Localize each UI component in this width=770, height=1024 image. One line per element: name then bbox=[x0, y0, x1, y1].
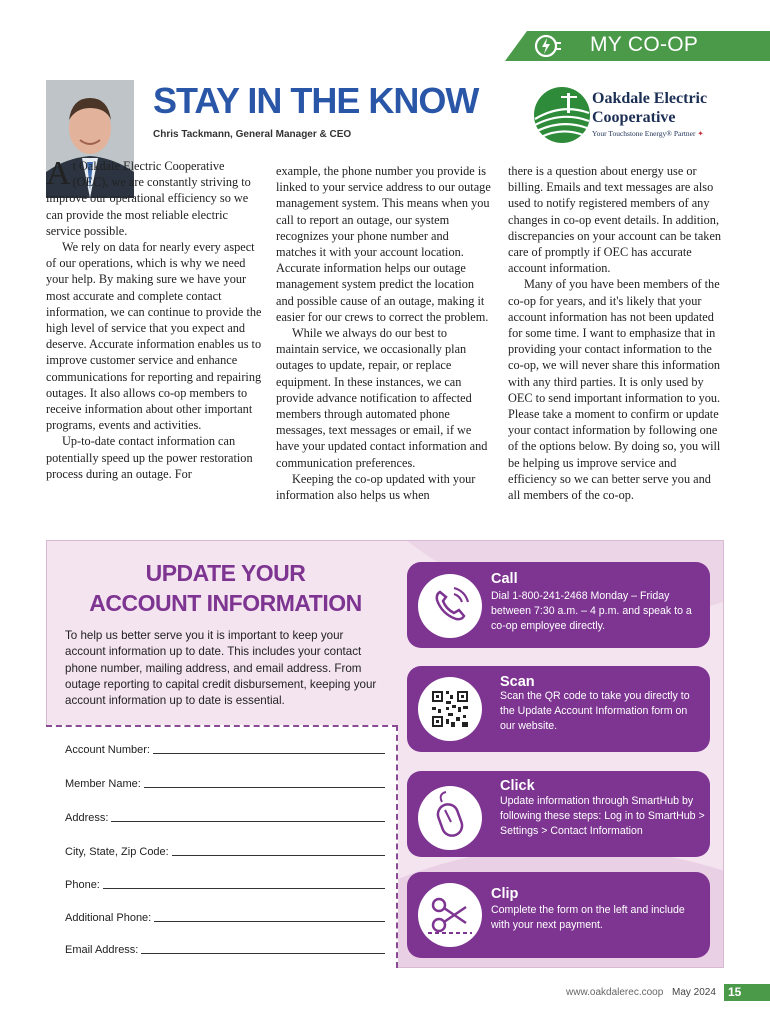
paragraph-text: t Oakdale Electric Cooperative (OEC), we are constantly striving to improve our operational efficiency so we can provide the most reliable electric service possible. bbox=[46, 159, 251, 238]
call-text: Dial 1-800-241-2468 Monday – Friday between 7:30 a.m. – 4 p.m. and speak to a co-op employee directly. bbox=[491, 590, 692, 632]
article-paragraph: Many of you have been members of the co-op for years, and it's likely that your account information has not been updated for some time. I want to emphasize that in providing your contact information to the co-op, we will never share this information with any third parties. It is only used by OEC to send important information to you. Please take a moment to confirm or update your contact information by following one of the options below. By doing so, you will be helping us improve service and efficiency so we can better serve you and all members of the co-op. bbox=[508, 277, 721, 503]
clip-heading: Clip bbox=[491, 886, 519, 902]
account-number-field[interactable] bbox=[65, 744, 385, 756]
article-paragraph: example, the phone number you provide is linked to your service address to our outage management system. This means when you call to report an outage, our system recognizes your phone number and matches it with your account location. Accurate information helps our outage management system predict the location and possible cause of an outage, making it easier for our crews to correct the problem. bbox=[276, 164, 491, 324]
article-column-2 bbox=[276, 163, 491, 503]
page-number: 15 bbox=[724, 984, 770, 1001]
click-text: Update information through SmartHub by following these steps: Log in to SmartHub > Settings > Contact Information bbox=[500, 795, 705, 837]
footer-date: May 2024 bbox=[672, 987, 716, 998]
field-line bbox=[172, 855, 385, 856]
touchstone-star-icon: ✦ bbox=[697, 129, 704, 138]
field-line bbox=[141, 953, 385, 954]
article-title: STAY IN THE KNOW bbox=[153, 80, 479, 121]
mouse-icon bbox=[418, 786, 482, 850]
field-label: Member Name: bbox=[65, 778, 141, 790]
call-heading: Call bbox=[491, 571, 518, 587]
field-line bbox=[111, 821, 385, 822]
clip-text: Complete the form on the left and include with your next payment. bbox=[491, 904, 685, 931]
drop-cap: A bbox=[46, 155, 71, 192]
field-label: Address: bbox=[65, 812, 109, 824]
article-column-1 bbox=[46, 155, 262, 482]
article-paragraph: While we always do our best to maintain service, we occasionally plan outages to update, repair, or replace equipment. In these instances, we can provide advance notification to affected members through automated phone messages, text messages or email, if we have your updated contact information and communication preferences. bbox=[276, 326, 488, 470]
field-line bbox=[144, 787, 385, 788]
logo-name-line2: Cooperative bbox=[592, 109, 676, 126]
footer-url[interactable]: www.oakdalerec.coop bbox=[566, 987, 664, 998]
city-state-zip-field[interactable] bbox=[65, 846, 385, 858]
address-field[interactable] bbox=[65, 812, 385, 824]
logo-tagline-text: Your Touchstone Energy® Partner bbox=[592, 129, 696, 138]
scissors-icon bbox=[418, 883, 482, 947]
field-label: Additional Phone: bbox=[65, 912, 152, 924]
phone-icon bbox=[418, 574, 482, 638]
section-title: MY CO-OP bbox=[590, 33, 699, 56]
member-name-field[interactable] bbox=[65, 778, 385, 790]
additional-phone-field[interactable] bbox=[65, 912, 385, 924]
phone-field[interactable] bbox=[65, 879, 385, 891]
field-label: Account Number: bbox=[65, 744, 150, 756]
update-title-line2: ACCOUNT INFORMATION bbox=[89, 590, 362, 616]
scan-text: Scan the QR code to take you directly to the Update Account Information form on our website. bbox=[500, 690, 690, 732]
field-line bbox=[103, 888, 385, 889]
oakdale-logo-icon bbox=[527, 85, 597, 145]
scan-heading: Scan bbox=[500, 674, 535, 690]
article-paragraph: Keeping the co-op updated with your information also helps us when bbox=[276, 471, 476, 503]
logo-name bbox=[592, 89, 707, 127]
article-paragraph: there is a question about energy use or billing. Emails and text messages are also used to notify registered members of any changes in co-op event details. In addition, discrepancies on your account can be taken care of promptly if OEC has accurate account information. bbox=[508, 164, 722, 276]
field-line bbox=[153, 753, 385, 754]
field-label: City, State, Zip Code: bbox=[65, 846, 169, 858]
article-paragraph bbox=[46, 155, 262, 239]
update-title bbox=[48, 558, 403, 618]
qr-code-icon[interactable] bbox=[418, 677, 482, 741]
plug-bolt-icon bbox=[534, 34, 562, 58]
click-heading: Click bbox=[500, 778, 535, 794]
update-intro: To help us better serve you it is important to keep your account information up to date. This includes your contact phone number, mailing address, and email address. From outage reporting to capital credit disbursement, keeping your account information up to date is essential. bbox=[65, 629, 377, 708]
article-paragraph: Up-to-date contact information can potentially speed up the power restoration process during an outage. For bbox=[46, 434, 253, 481]
article-byline: Chris Tackmann, General Manager & CEO bbox=[153, 129, 352, 140]
field-line bbox=[154, 921, 385, 922]
email-address-field[interactable] bbox=[65, 944, 385, 956]
article-paragraph: We rely on data for nearly every aspect of our operations, which is why we need your help. By making sure we have your most accurate and complete contact information, we can continue to provide the high level of service that you expect and deserve. Accurate information enables us to improve customer service and enhance communications for reporting and repairing outages. It also allows co-op members to receive information about other important programs, events and activities. bbox=[46, 240, 262, 433]
field-label: Email Address: bbox=[65, 944, 139, 956]
update-title-line1: UPDATE YOUR bbox=[145, 560, 306, 586]
logo-tagline bbox=[592, 129, 704, 138]
article-column-3 bbox=[508, 163, 725, 503]
field-label: Phone: bbox=[65, 879, 100, 891]
logo-name-line1: Oakdale Electric bbox=[592, 90, 708, 107]
